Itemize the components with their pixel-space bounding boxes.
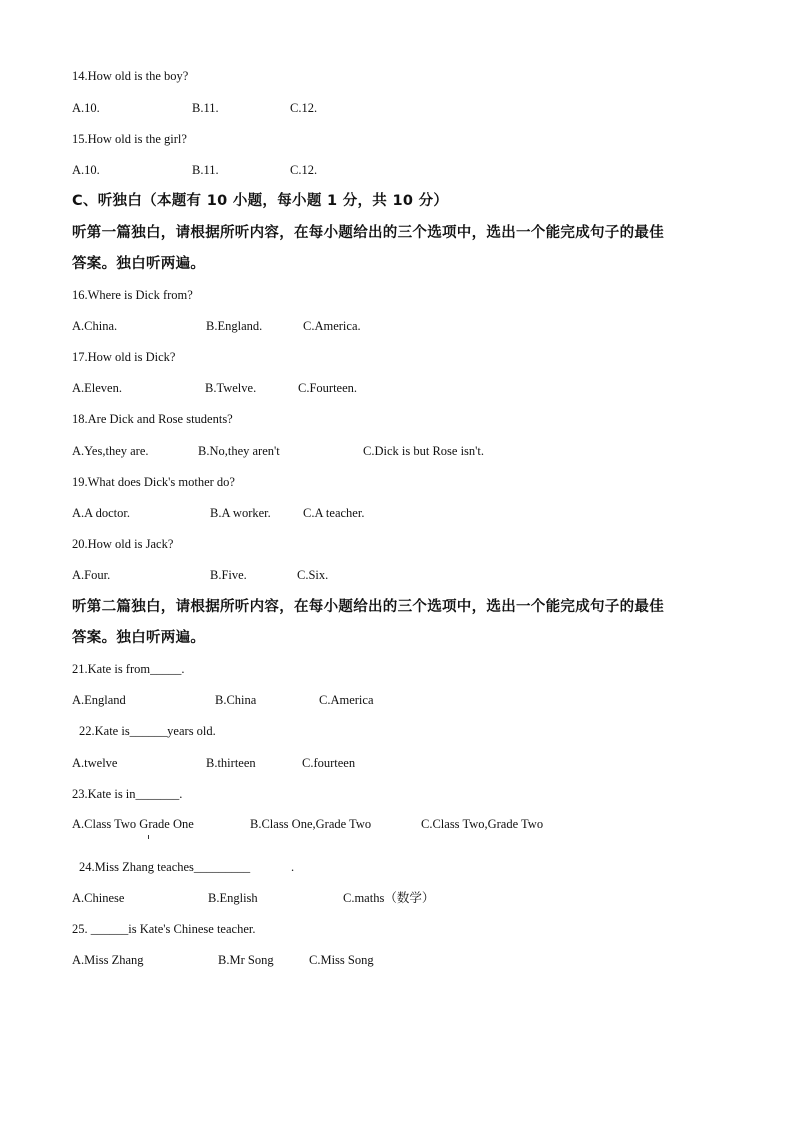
question-stem-24-period: . [291,860,295,874]
question-stem-17: 17.How old is Dick? [72,350,176,364]
option-16-b: B.England. [206,319,263,333]
option-21-b: B.China [215,693,257,707]
option-18-b: B.No,they aren't [198,444,280,458]
question-stem-15: 15.How old is the girl? [72,132,187,146]
option-19-b: B.A worker. [210,506,271,520]
option-24-b: B.English [208,891,258,905]
question-stem-25: 25. ______is Kate's Chinese teacher. [72,922,256,936]
option-25-a: A.Miss Zhang [72,953,144,967]
question-stem-24: 24.Miss Zhang teaches_________ [79,860,251,874]
option-18-c: C.Dick is but Rose isn't. [363,444,485,458]
question-stem-19: 19.What does Dick's mother do? [72,475,235,489]
question-stem-14: 14.How old is the boy? [72,69,189,83]
option-23-b: B.Class One,Grade Two [250,817,372,831]
section-c-instruction-2-line-1: 听第二篇独白，请根据所听内容，在每小题给出的三个选项中，选出一个能完成句子的最佳 [72,599,664,615]
option-20-c: C.Six. [297,568,329,582]
option-22-b: B.thirteen [206,756,256,770]
section-c-instruction-1-line-1: 听第一篇独白，请根据所听内容，在每小题给出的三个选项中，选出一个能完成句子的最佳 [72,225,664,241]
question-stem-20: 20.How old is Jack? [72,537,174,551]
option-21-a: A.England [72,693,126,707]
option-16-c: C.America. [303,319,361,333]
option-19-c: C.A teacher. [303,506,365,520]
section-c-instruction-2-line-2: 答案。独白听两遍。 [72,630,206,646]
section-c-instruction-1-line-2: 答案。独白听两遍。 [72,256,206,272]
option-17-c: C.Fourteen. [298,381,358,395]
section-c-title: C、听独白（本题有 10 小题，每小题 1 分，共 10 分） [72,193,449,209]
option-19-a: A.A doctor. [72,506,130,520]
option-20-a: A.Four. [72,568,111,582]
option-18-a: A.Yes,they are. [72,444,149,458]
option-17-a: A.Eleven. [72,381,122,395]
option-14-c: C.12. [290,101,318,115]
option-25-c: C.Miss Song [309,953,374,967]
option-23-c: C.Class Two,Grade Two [421,817,544,831]
question-stem-18: 18.Are Dick and Rose students? [72,412,233,426]
question-stem-22: 22.Kate is______years old. [79,724,216,738]
option-15-c: C.12. [290,163,318,177]
stray-mark [148,835,149,839]
option-14-a: A.10. [72,101,100,115]
option-20-b: B.Five. [210,568,247,582]
option-15-b: B.11. [192,163,219,177]
option-25-b: B.Mr Song [218,953,274,967]
option-24-c: C.maths（数学） [343,891,435,905]
option-14-b: B.11. [192,101,219,115]
option-22-a: A.twelve [72,756,118,770]
option-16-a: A.China. [72,319,118,333]
option-24-a: A.Chinese [72,891,125,905]
option-23-a: A.Class Two Grade One [72,817,194,831]
question-stem-21: 21.Kate is from_____. [72,662,185,676]
option-17-b: B.Twelve. [205,381,257,395]
option-22-c: C.fourteen [302,756,356,770]
question-stem-23: 23.Kate is in_______. [72,787,183,801]
option-15-a: A.10. [72,163,100,177]
question-stem-16: 16.Where is Dick from? [72,288,193,302]
option-21-c: C.America [319,693,374,707]
